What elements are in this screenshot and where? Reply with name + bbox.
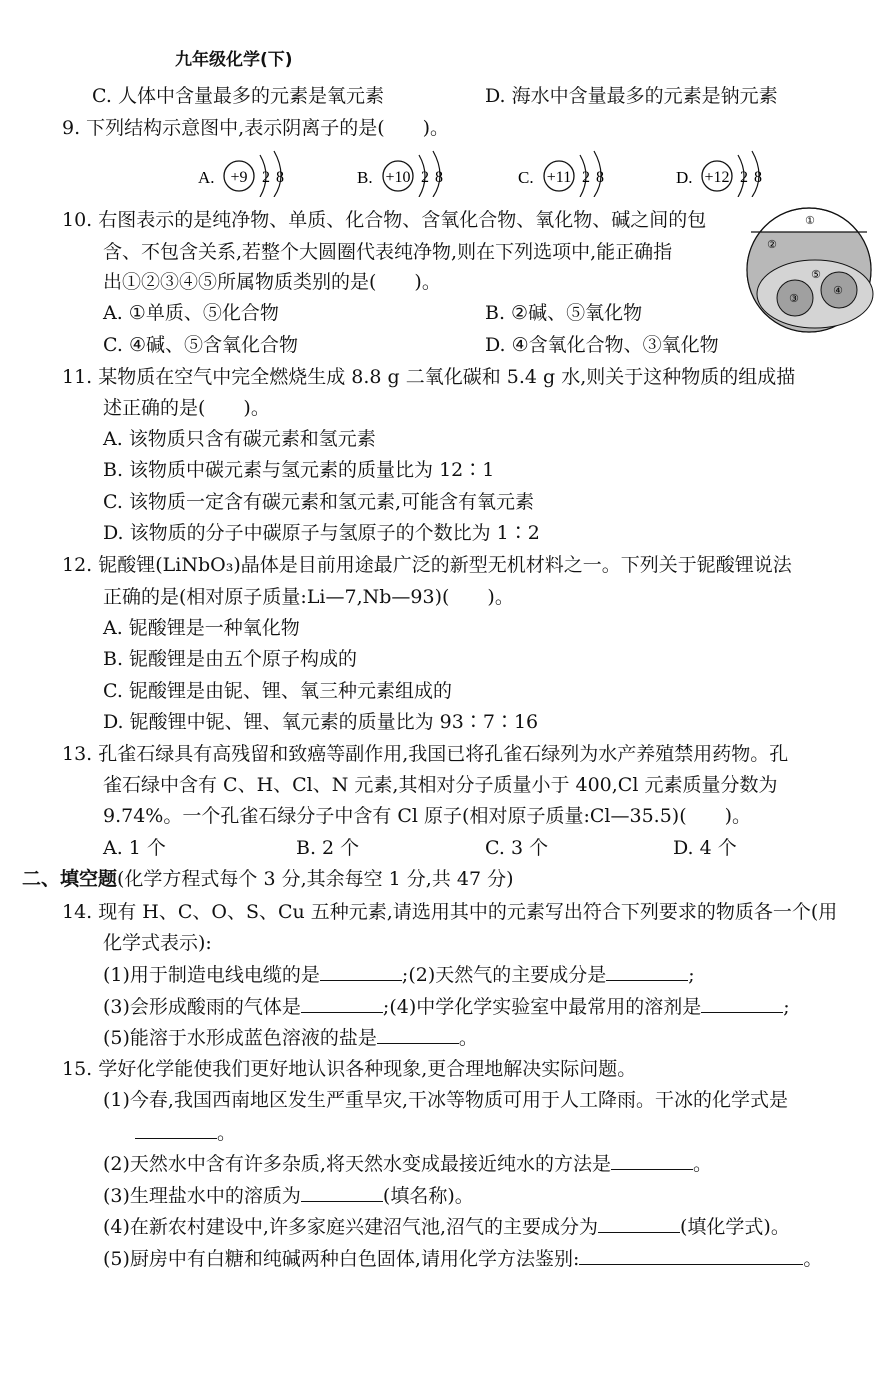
q15-part-4-label: (4)在新农村建设中,许多家庭兴建沼气池,沼气的主要成分为 [103,1216,598,1238]
shell1-electrons: 2 [582,169,590,186]
q15-part-5-end: 。 [803,1248,823,1270]
q15-part-3-label: (3)生理盐水中的溶质为 [103,1185,301,1207]
label-4: ④ [833,284,843,297]
q13-line-3: 9.74%。一个孔雀石绿分子中含有 Cl 原子(相对原子质量:Cl—35.5)( )。 [103,805,752,827]
q15-part-2-end: 。 [692,1153,712,1175]
section-2-note: (化学方程式每个 3 分,其余每空 1 分,共 47 分) [117,868,514,890]
diagram-letter: A. [198,168,215,187]
q15-part-3-blank[interactable] [301,1183,383,1202]
q10-option-a: A. ①单质、⑤化合物 [103,302,279,324]
q13-option-b: B. 2 个 [296,837,360,859]
q15-part-1-label: (1)今春,我国西南地区发生严重旱灾,干冰等物质可用于人工降雨。干冰的化学式是 [103,1089,788,1111]
page-header: 九年级化学(下) [175,50,293,70]
q10-line-2: 含、不包含关系,若整个大圆圈代表纯净物,则在下列选项中,能正确指 [103,241,673,263]
atom-diagram-d [676,147,776,197]
q11-option-c: C. 该物质一定含有碳元素和氢元素,可能含有氧元素 [103,491,534,513]
q10-line-1: 10. 右图表示的是纯净物、单质、化合物、含氧化合物、氧化物、碱之间的包 [62,209,707,231]
q12-option-b: B. 铌酸锂是由五个原子构成的 [103,648,358,670]
atom-diagram-c [518,147,618,197]
q12-option-d: D. 铌酸锂中铌、锂、氧元素的质量比为 93∶7∶16 [103,711,539,733]
q10-option-c: C. ④碱、⑤含氧化合物 [103,334,298,356]
q14-part-2-blank[interactable] [606,962,688,981]
q14-part-4-label: ;(4)中学化学实验室中最常用的溶剂是 [382,996,702,1018]
q15-row-3 [103,1183,474,1208]
shell1-electrons: 2 [421,169,429,186]
label-2: ② [767,238,777,251]
q14-part-1-label: (1)用于制造电线电缆的是 [103,964,320,986]
q15-part-1-blank[interactable] [135,1120,217,1139]
shell2-electrons: 8 [435,169,443,186]
q14-part-5-end: 。 [458,1027,478,1049]
q15-part-4-end: (填化学式)。 [680,1216,790,1238]
label-5: ⑤ [811,268,821,281]
q15-part-2-label: (2)天然水中含有许多杂质,将天然水变成最接近纯水的方法是 [103,1153,611,1175]
q13-option-a: A. 1 个 [103,837,166,859]
q11-line-2: 述正确的是( )。 [103,397,270,419]
nucleus-charge: +10 [385,169,411,186]
q15-part-1-end: 。 [217,1122,237,1144]
shell1-electrons: 2 [740,169,748,186]
q15-part-5-blank[interactable] [579,1246,803,1265]
q14-part-2-end: ; [688,964,695,986]
q15-part-4-blank[interactable] [598,1214,680,1233]
q14-part-5-label: (5)能溶于水形成蓝色溶液的盐是 [103,1027,377,1049]
q8-option-c: C. 人体中含量最多的元素是氧元素 [92,85,384,107]
q15-stem: 15. 学好化学能使我们更好地认识各种现象,更合理地解决实际问题。 [62,1058,637,1080]
q13-option-c: C. 3 个 [485,837,549,859]
q15-row-1b [135,1120,236,1145]
q14-row-1 [103,962,695,987]
nucleus-charge: +9 [230,169,248,186]
q14-part-4-end: ; [783,996,790,1018]
substance-classification-figure [745,206,875,336]
q10-line-3: 出①②③④⑤所属物质类别的是( )。 [103,271,441,293]
q12-option-c: C. 铌酸锂是由铌、锂、氧三种元素组成的 [103,680,452,702]
q13-line-1: 13. 孔雀石绿具有高残留和致癌等副作用,我国已将孔雀石绿列为水产养殖禁用药物。孔 [62,743,789,765]
q13-line-2: 雀石绿中含有 C、H、Cl、N 元素,其相对分子质量小于 400,Cl 元素质量分数为 [103,774,778,796]
q9-stem: 9. 下列结构示意图中,表示阴离子的是( )。 [62,117,450,139]
q14-row-3 [103,1025,478,1050]
q15-row-4 [103,1214,790,1239]
q11-line-1: 11. 某物质在空气中完全燃烧生成 8.8 g 二氧化碳和 5.4 g 水,则关于这种物质的组成描 [62,366,796,388]
q12-line-1: 12. 铌酸锂(LiNbO₃)晶体是目前用途最广泛的新型无机材料之一。下列关于铌酸锂说法 [62,554,792,576]
q14-line-1: 14. 现有 H、C、O、S、Cu 五种元素,请选用其中的元素写出符合下列要求的物质各一个(用 [62,901,838,923]
diagram-letter: B. [357,168,373,187]
atom-diagram-b [357,147,457,197]
q11-option-b: B. 该物质中碳元素与氢元素的质量比为 12∶1 [103,459,495,481]
q15-row-2 [103,1151,712,1176]
q14-part-2-label: ;(2)天然气的主要成分是 [401,964,607,986]
q12-option-a: A. 铌酸锂是一种氧化物 [103,617,300,639]
q14-row-2 [103,994,790,1019]
diagram-letter: D. [676,168,693,187]
q15-part-2-blank[interactable] [611,1151,693,1170]
q10-option-b: B. ②碱、⑤氧化物 [485,302,643,324]
q14-part-3-blank[interactable] [301,994,383,1013]
q14-part-4-blank[interactable] [701,994,783,1013]
q11-option-a: A. 该物质只含有碳元素和氢元素 [103,428,376,450]
q14-part-5-blank[interactable] [377,1025,459,1044]
shell2-electrons: 8 [596,169,604,186]
diagram-letter: C. [518,168,534,187]
nucleus-charge: +11 [546,169,572,186]
label-3: ③ [789,292,799,305]
q12-line-2: 正确的是(相对原子质量:Li—7,Nb—93)( )。 [103,586,514,608]
q14-part-3-label: (3)会形成酸雨的气体是 [103,996,301,1018]
nucleus-charge: +12 [704,169,730,186]
q11-option-d: D. 该物质的分子中碳原子与氢原子的个数比为 1∶2 [103,522,540,544]
q10-option-d: D. ④含氧化合物、③氧化物 [485,334,719,356]
section-2-heading [22,867,514,891]
q14-line-2: 化学式表示): [103,932,212,954]
q13-option-d: D. 4 个 [673,837,737,859]
shell1-electrons: 2 [262,169,270,186]
q15-row-5 [103,1246,822,1271]
q8-option-d: D. 海水中含量最多的元素是钠元素 [485,85,778,107]
q15-part-3-end: (填名称)。 [382,1185,474,1207]
atom-diagram-a [198,147,298,197]
shell2-electrons: 8 [754,169,762,186]
shell2-electrons: 8 [276,169,284,186]
section-2-title: 二、填空题 [22,868,118,890]
q14-part-1-blank[interactable] [320,962,402,981]
label-1: ① [805,214,815,227]
q15-part-5-label: (5)厨房中有白糖和纯碱两种白色固体,请用化学方法鉴别: [103,1248,580,1270]
